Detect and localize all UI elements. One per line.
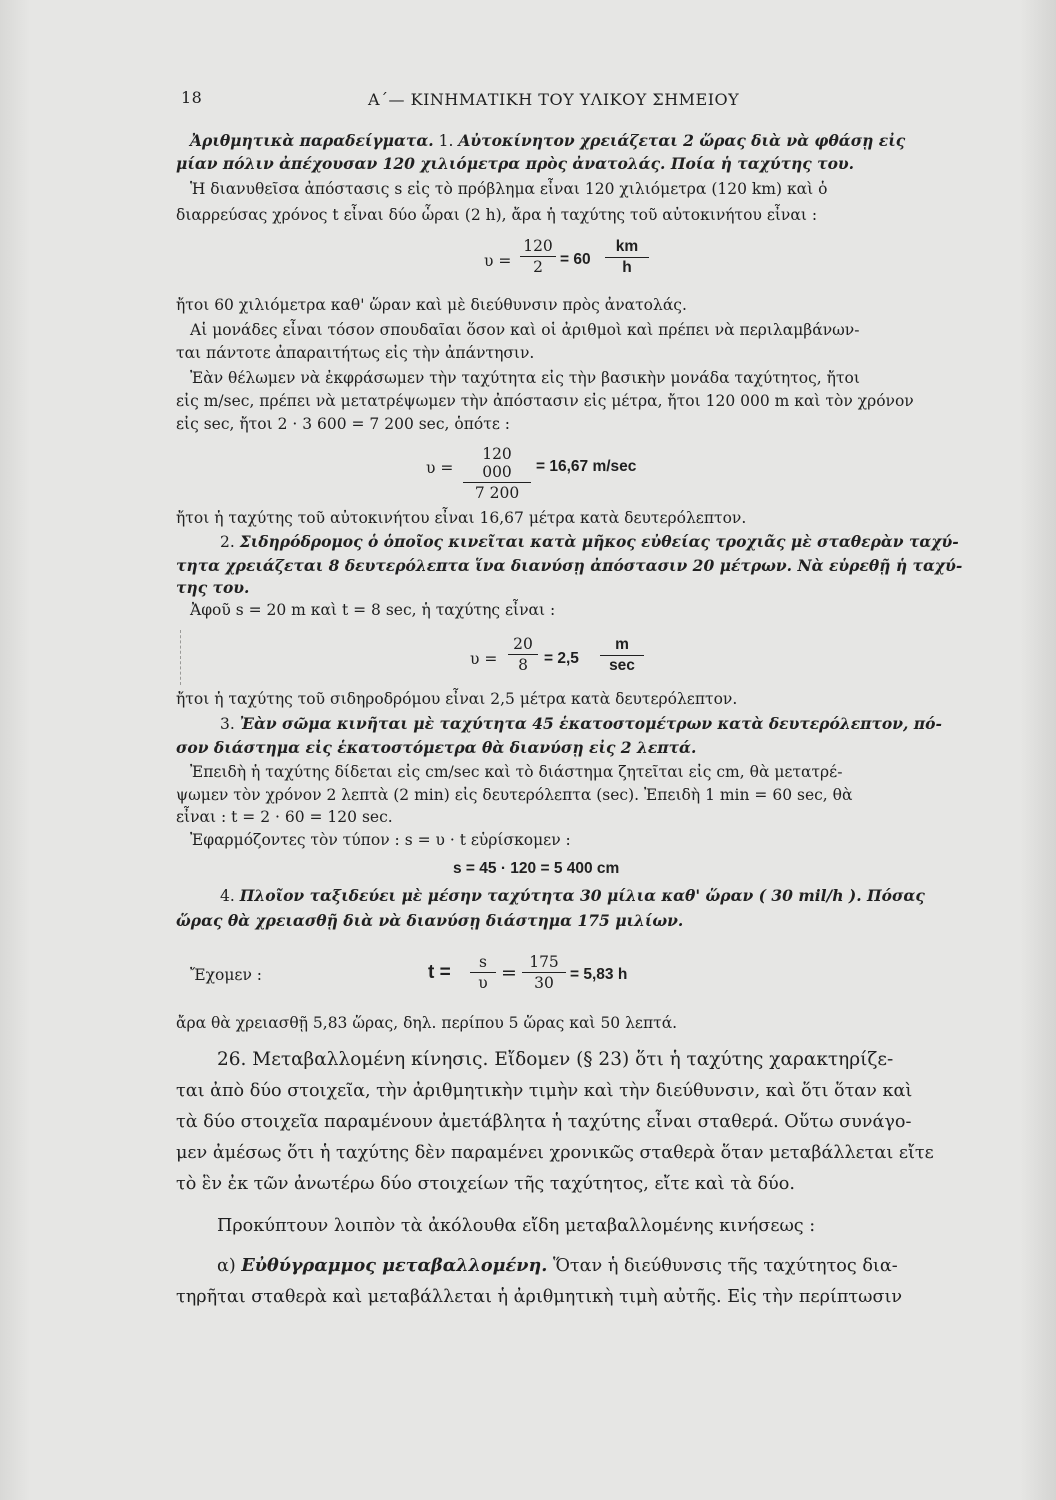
example-3-text-1: Ἐπειδὴ ἡ ταχύτης δίδεται εἰς cm/sec καὶ τὸ διάστημα ζητεῖται εἰς cm, θὰ μετατρέ-	[190, 763, 843, 781]
example-3-problem-b: σον διάστημα εἰς ἑκατοστόμετρα θὰ διανύσῃ εἰς 2 λεπτά.	[176, 738, 697, 757]
example-4-number: 4.	[220, 887, 235, 905]
page-number: 18	[181, 88, 203, 107]
example-3-text-3: εἶναι : t = 2 · 60 = 120 sec.	[176, 808, 393, 826]
eq3-unit	[600, 636, 644, 675]
eq2-numerator: 120 000	[463, 445, 531, 483]
examples-heading-line	[190, 131, 905, 150]
example-1-number: 1.	[438, 132, 454, 150]
eq2-fraction	[463, 445, 531, 502]
eq1-unit-numerator: km	[605, 238, 649, 258]
eq5-numerator-1: s	[470, 953, 496, 973]
example-1-text-6: Ἐὰν θέλωμεν νὰ ἐκφράσωμεν τὴν ταχύτητα εἰς τὴν βασικὴν μονάδα ταχύτητος, ἤτοι	[190, 369, 860, 387]
eq5-fraction-2	[522, 953, 566, 992]
eq1-rhs: = 60	[560, 251, 591, 268]
section-26-line-1-rest: Εἴδομεν (§ 23) ὅτι ἡ ταχύτης χαρακτηρίζε-	[494, 1049, 894, 1070]
example-4-text-2: ἄρα θὰ χρειασθῇ 5,83 ὥρας, δηλ. περίπου 5 ὥρας καὶ 50 λεπτά.	[176, 1014, 678, 1032]
examples-heading: Ἀριθμητικὰ παραδείγματα.	[190, 131, 434, 150]
eq3-denominator: 8	[518, 656, 528, 674]
eq2-lhs: υ =	[426, 459, 454, 477]
example-2-text-1: Ἀφοῦ s = 20 m καὶ t = 8 sec, ἡ ταχύτης εἶναι :	[190, 601, 556, 619]
item-a-title: Εὐθύγραμμος μεταβαλλομένη.	[241, 1255, 548, 1276]
eq5-rhs: = 5,83 h	[570, 966, 628, 983]
example-4-problem-b: ὥρας θὰ χρειασθῇ διὰ νὰ διανύσῃ διάστημα 175 μιλίων.	[176, 911, 684, 930]
eq3-fraction	[508, 635, 538, 674]
example-1-text-2: διαρρεύσας χρόνος t εἶναι δύο ὧραι (2 h), ἄρα ἡ ταχύτης τοῦ αὐτοκινήτου εἶναι :	[176, 206, 818, 224]
section-26-line-3: τὰ δύο στοιχεῖα παραμένουν ἀμετάβλητα ἡ ταχύτης εἶναι σταθερά. Οὕτω συνάγο-	[176, 1112, 912, 1132]
section-26-line-7	[217, 1255, 898, 1276]
eq4: s = 45 · 120 = 5 400 cm	[453, 860, 620, 877]
example-2-problem-a: Σιδηρόδρομος ὁ ὁποῖος κινεῖται κατὰ μῆκος εὐθείας τροχιᾶς μὲ σταθερὰν ταχύ-	[239, 532, 959, 551]
section-26-line-1	[217, 1049, 893, 1070]
eq2-denominator: 7 200	[474, 484, 520, 502]
section-26-line-2: ται ἀπὸ δύο στοιχεῖα, τὴν ἀριθμητικὴν τιμὴν καὶ τὴν διεύθυνσιν, καὶ ὅτι ὅταν καὶ	[176, 1081, 913, 1101]
eq2-rhs: = 16,67 m/sec	[536, 458, 637, 475]
example-1-text-9: ἤτοι ἡ ταχύτης τοῦ αὐτοκινήτου εἶναι 16,67 μέτρα κατὰ δευτερόλεπτον.	[176, 509, 747, 527]
example-1-text-3: ἤτοι 60 χιλιόμετρα καθ' ὥραν καὶ μὲ διεύθυνσιν πρὸς ἀνατολάς.	[176, 296, 687, 314]
example-4-problem-a: Πλοῖον ταξιδεύει μὲ μέσην ταχύτητα 30 μίλια καθ' ὥραν ( 30 mil/h ). Πόσας	[239, 886, 925, 905]
example-2-line-1	[220, 532, 959, 551]
section-26-line-6: Προκύπτουν λοιπὸν τὰ ἀκόλουθα εἴδη μεταβαλλομένης κινήσεως :	[217, 1216, 816, 1236]
eq1-fraction	[520, 237, 556, 276]
example-4-text-1: Ἔχομεν :	[190, 966, 263, 984]
running-title: Α΄— ΚΙΝΗΜΑΤΙΚΗ ΤΟΥ ΥΛΙΚΟΥ ΣΗΜΕΙΟΥ	[368, 90, 740, 109]
section-26-line-4: μεν ἀμέσως ὅτι ἡ ταχύτης δὲν παραμένει χρονικῶς σταθερὰ ὅταν μεταβάλλεται εἴτε	[176, 1143, 934, 1163]
eq5-lhs: t =	[428, 962, 451, 983]
margin-mark	[180, 630, 181, 685]
example-1-text-4: Αἱ μονάδες εἶναι τόσον σπουδαῖαι ὅσον καὶ οἱ ἀριθμοὶ καὶ πρέπει νὰ περιλαμβάνων-	[190, 321, 860, 339]
example-3-line-1	[220, 714, 942, 733]
example-3-number: 3.	[220, 715, 235, 733]
eq3-rhs: = 2,5	[544, 650, 579, 667]
eq5-numerator-2: 175	[522, 953, 566, 973]
eq3-unit-numerator: m	[600, 636, 644, 656]
eq1-unit	[605, 238, 649, 277]
example-3-text-2: ψωμεν τὸν χρόνον 2 λεπτὰ (2 min) εἰς δευτερόλεπτα (sec). Ἐπειδὴ 1 min = 60 sec, θὰ	[176, 786, 853, 804]
section-26-line-8: τηρῆται σταθερὰ καὶ μεταβάλλεται ἡ ἀριθμητικὴ τιμὴ αὐτῆς. Εἰς τὴν περίπτωσιν	[176, 1287, 903, 1307]
example-2-problem-c: της του.	[176, 578, 250, 597]
eq1-denominator: 2	[533, 258, 543, 276]
example-1-text-7: εἰς m/sec, πρέπει νὰ μετατρέψωμεν τὴν ἀπόστασιν εἰς μέτρα, ἤτοι 120 000 m καὶ τὸν χρόνον	[176, 392, 914, 410]
example-1-text-8: εἰς sec, ἤτοι 2 · 3 600 = 7 200 sec, ὁπότε :	[176, 415, 510, 433]
example-1-text-5: ται πάντοτε ἀπαραιτήτως εἰς τὴν ἀπάντησιν.	[176, 344, 535, 362]
eq3-numerator: 20	[508, 635, 538, 655]
example-1-problem-a: Αὐτοκίνητον χρειάζεται 2 ὥρας διὰ νὰ φθάσῃ εἰς	[458, 131, 906, 150]
eq3-unit-denominator: sec	[609, 657, 635, 674]
item-a-label: α)	[217, 1256, 236, 1276]
example-1-text-1: Ἡ διανυθεῖσα ἀπόστασις s εἰς τὸ πρόβλημα εἶναι 120 χιλιόμετρα (120 km) καὶ ὁ	[190, 180, 828, 198]
example-1-problem-b: μίαν πόλιν ἀπέχουσαν 120 χιλιόμετρα πρὸς ἀνατολάς. Ποία ἡ ταχύτης του.	[176, 154, 855, 173]
eq1-unit-denominator: h	[622, 259, 632, 276]
eq1-numerator: 120	[520, 237, 556, 257]
example-3-text-4: Ἐφαρμόζοντες τὸν τύπον : s = υ · t εὑρίσκομεν :	[190, 831, 571, 849]
example-3-problem-a: Ἐὰν σῶμα κινῆται μὲ ταχύτητα 45 ἑκατοστομέτρων κατὰ δευτερόλεπτον, πό-	[239, 714, 942, 733]
example-2-text-2: ἤτοι ἡ ταχύτης τοῦ σιδηροδρόμου εἶναι 2,5 μέτρα κατὰ δευτερόλεπτον.	[176, 690, 738, 708]
eq5-fraction-1	[470, 953, 496, 992]
eq5-denominator-2: 30	[534, 974, 554, 992]
eq3-lhs: υ =	[470, 650, 498, 668]
eq1-lhs: υ =	[484, 252, 512, 270]
eq5-denominator-1: υ	[478, 974, 488, 992]
example-4-line-1	[220, 886, 925, 905]
section-26-heading: 26. Μεταβαλλομένη κίνησις.	[217, 1049, 489, 1070]
eq5-equals: =	[501, 962, 517, 984]
example-2-number: 2.	[220, 533, 235, 551]
example-2-problem-b: τητα χρειάζεται 8 δευτερόλεπτα ἵνα διανύσῃ ἀπόστασιν 20 μέτρων. Νὰ εὑρεθῇ ἡ ταχύ-	[176, 556, 963, 575]
section-26-line-5: τὸ ἓν ἐκ τῶν ἀνωτέρω δύο στοιχείων τῆς ταχύτητος, εἴτε καὶ τὰ δύο.	[176, 1174, 795, 1194]
item-a-rest: Ὅταν ἡ διεύθυνσις τῆς ταχύτητος δια-	[552, 1256, 898, 1276]
